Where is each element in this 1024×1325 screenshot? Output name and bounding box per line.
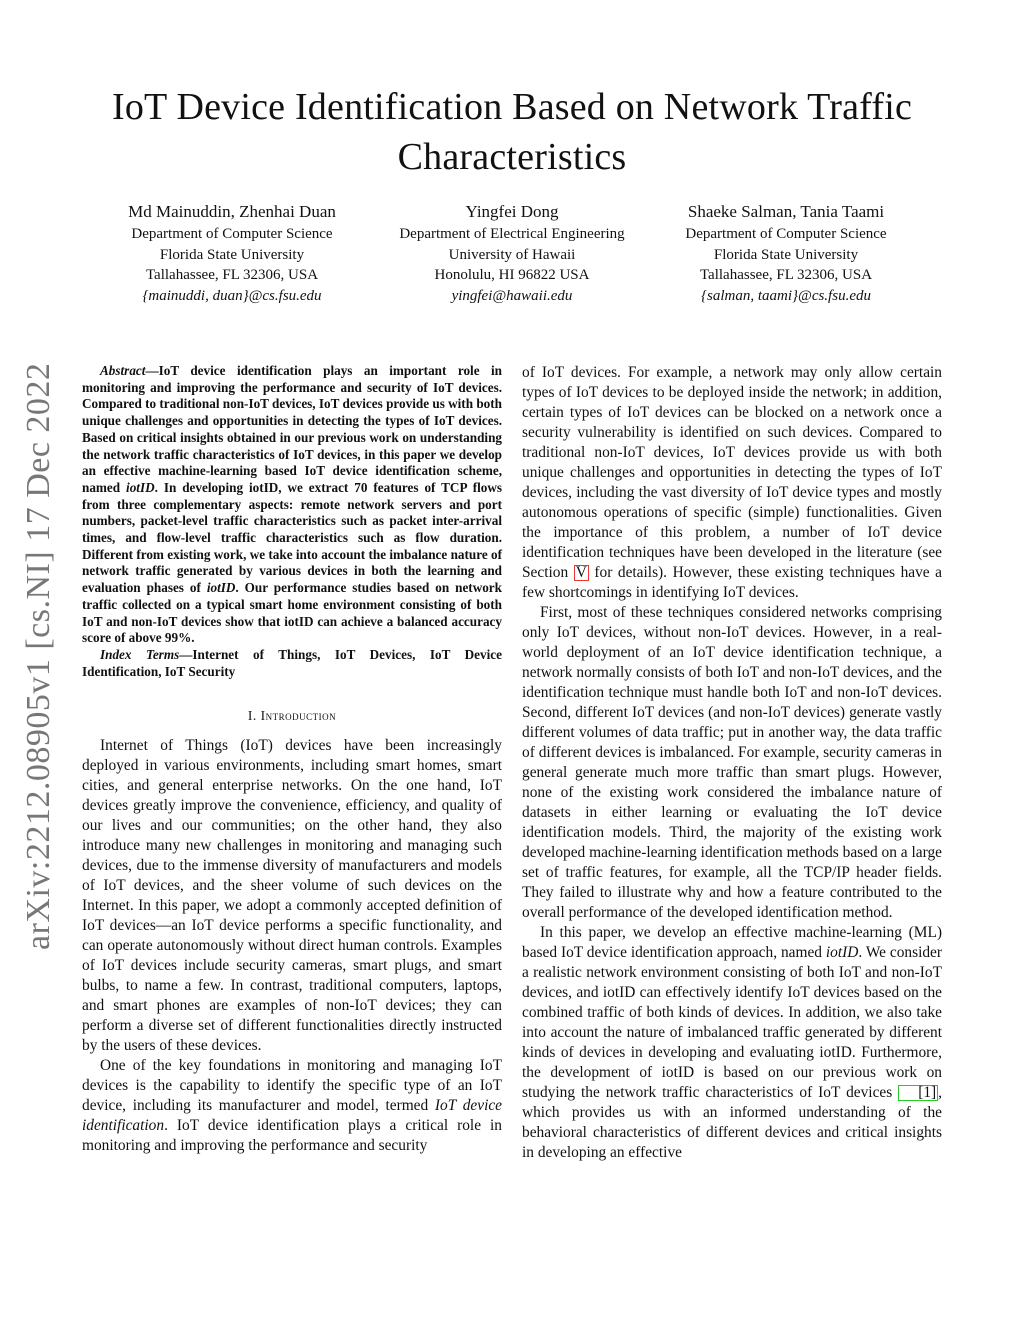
- address: Honolulu, HI 96822 USA: [434, 267, 590, 283]
- text: . IoT device identification plays a critical role in monitoring and improving the performance and security: [82, 1117, 502, 1155]
- text: of IoT devices. For example, a network may only allow certain types of IoT devices to be deployed inside the network; in addition, certain types of IoT devices can be blocked on a network once a security vulnerability is identified on such devices. Compared to traditional non-IoT devices, IoT devices provide us with both unique challenges and opportunities in detecting the types of IoT devices, including the vast diversity of IoT device types and mostly autonomous operations of specific (simple) functionalities. Given the importance of this problem, a number of IoT device identification techniques have been developed in the literature (see Section: [522, 364, 942, 581]
- author-affiliation-2: [362, 200, 662, 306]
- author-names: Md Mainuddin, Zhenhai Duan: [128, 202, 336, 221]
- institution: Florida State University: [713, 246, 859, 263]
- emphasis: IoT device identification: [82, 1097, 503, 1135]
- abstract: [82, 363, 502, 647]
- emphasis: iotID: [825, 944, 859, 961]
- paragraph: [522, 923, 942, 1163]
- text: In this paper, we develop an effective machine-learning (ML) based IoT device identification approach, named: [522, 924, 942, 961]
- author-names: Yingfei Dong: [465, 202, 559, 221]
- department: Department of Electrical Engineering: [399, 226, 625, 242]
- abstract-lead: Abstract: [100, 363, 146, 378]
- abstract-text-1: —IoT device identification plays an important role in monitoring and improving the performance and security of IoT devices. Compared to traditional non-IoT devices, IoT devices provide us with both unique challenges and opportunities in detecting the types of IoT devices. Based on critical insights obtained in our previous work on understanding the network traffic characteristics of IoT devices, in this paper we develop an effective machine-learning based IoT device identification scheme, named: [82, 363, 502, 495]
- paragraph: First, most of these techniques considered networks comprising only IoT devices, without non-IoT devices. However, in a real-world deployment of an IoT device identification technique, a network normally consists of both IoT and non-IoT devices, and the identification technique must handle both IoT and non-IoT devices. Second, different IoT devices (and non-IoT devices) generate vastly different volumes of data traffic; put in another way, the data traffic of different devices is imbalanced. For example, security cameras in general generate much more traffic than smart plugs. However, none of the existing work considered the imbalance nature of datasets in either learning or evaluating the IoT device identification models. Third, the majority of the existing work developed machine-learning identification methods based on a large set of traffic features, for example, all the TCP/IP header fields. They failed to illustrate why and how a feature contributed to the overall performance of the developed identification method.: [522, 604, 942, 921]
- department: Department of Computer Science: [131, 226, 333, 242]
- email: {mainuddi, duan}@cs.fsu.edu: [142, 287, 322, 304]
- arxiv-sidebar-id: arXiv:2212.08905v1 [cs.NI] 17 Dec 2022: [20, 362, 57, 950]
- author-affiliation-1: [82, 200, 382, 306]
- paper-title: IoT Device Identification Based on Network Traffic Characteristics: [111, 86, 913, 178]
- right-column: [522, 363, 942, 1163]
- paragraph: Internet of Things (IoT) devices have been increasingly deployed in various environments, including smart homes, smart cities, and general enterprise networks. On the one hand, IoT devices greatly improve the convenience, efficiency, and quality of our lives and our communities; on the other hand, they also introduce many new challenges in monitoring and managing such devices, due to the immense diversity of manufacturers and models of IoT devices, and the sheer volume of such devices on the Internet. In this paper, we adopt a commonly accepted definition of IoT devices—an IoT device performs a specific functionality, and can operate autonomously without direct human controls. Examples of IoT devices include security cameras, smart plugs, and smart bulbs, to name a few. In contrast, traditional computers, laptops, and smart phones are examples of non-IoT devices; they can perform a diverse set of different functionalities directly instructed by the users of these devices.: [82, 737, 502, 1055]
- text: , which provides us with an informed understanding of the behavioral characteristics of different devices and critical insights in developing an effective: [522, 1084, 942, 1161]
- author-affiliation-3: [636, 200, 936, 306]
- address: Tallahassee, FL 32306, USA: [145, 267, 319, 283]
- index-terms: [82, 647, 502, 680]
- institution: University of Hawaii: [448, 246, 576, 263]
- abstract-iotid: iotID: [126, 479, 155, 495]
- text: One of the key foundations in monitoring and managing IoT devices is the capability to identify the specific type of an IoT device, including its manufacturer and model, termed: [82, 1057, 502, 1115]
- citation-link[interactable]: [1]: [898, 1085, 938, 1101]
- section-ref-link[interactable]: V: [575, 564, 587, 581]
- section-heading-introduction: I. Introduction: [247, 708, 337, 724]
- paragraph: [82, 1056, 502, 1156]
- index-terms-text: —Internet of Things, IoT Devices, IoT Device Identification, IoT Security: [82, 646, 503, 679]
- address: Tallahassee, FL 32306, USA: [699, 267, 873, 283]
- abstract-iotid: iotID: [206, 580, 236, 596]
- text: . We consider a realistic network environment consisting of both IoT and non-IoT devices, and iotID can effectively identify IoT devices based on the combined traffic of both kinds of devices. In addition, we also take into account the nature of imbalanced traffic generated by different kinds of devices in developing and evaluating iotID. Furthermore, the development of iotID is based on our previous work on studying the network traffic characteristics of IoT devices: [522, 944, 943, 1101]
- abstract-text-3: . Our performance studies based on network traffic collected on a typical smart home environment consisting of both IoT and non-IoT devices show that iotID can achieve a balanced accuracy score of above 99%.: [82, 580, 502, 646]
- left-column: [82, 363, 502, 1156]
- abstract-text-2: . In developing iotID, we extract 70 features of TCP flows from three complementary aspects: remote network servers and port numbers, packet-level traffic characteristics such as packet inter-arrival times, and flow-level traffic characteristics such as flow duration. Different from existing work, we take into account the imbalance nature of network traffic generated by various devices in both the learning and evaluation phases of: [82, 479, 502, 596]
- paragraph: [522, 363, 942, 603]
- index-terms-lead: Index Terms: [100, 646, 180, 662]
- author-names: Shaeke Salman, Tania Taami: [687, 202, 885, 221]
- department: Department of Computer Science: [685, 226, 887, 242]
- text: for details). However, these existing techniques have a few shortcomings in identifying IoT devices.: [522, 564, 942, 601]
- email: yingfei@hawaii.edu: [451, 287, 573, 304]
- institution: Florida State University: [159, 246, 305, 263]
- email: {salman, taami}@cs.fsu.edu: [701, 287, 871, 304]
